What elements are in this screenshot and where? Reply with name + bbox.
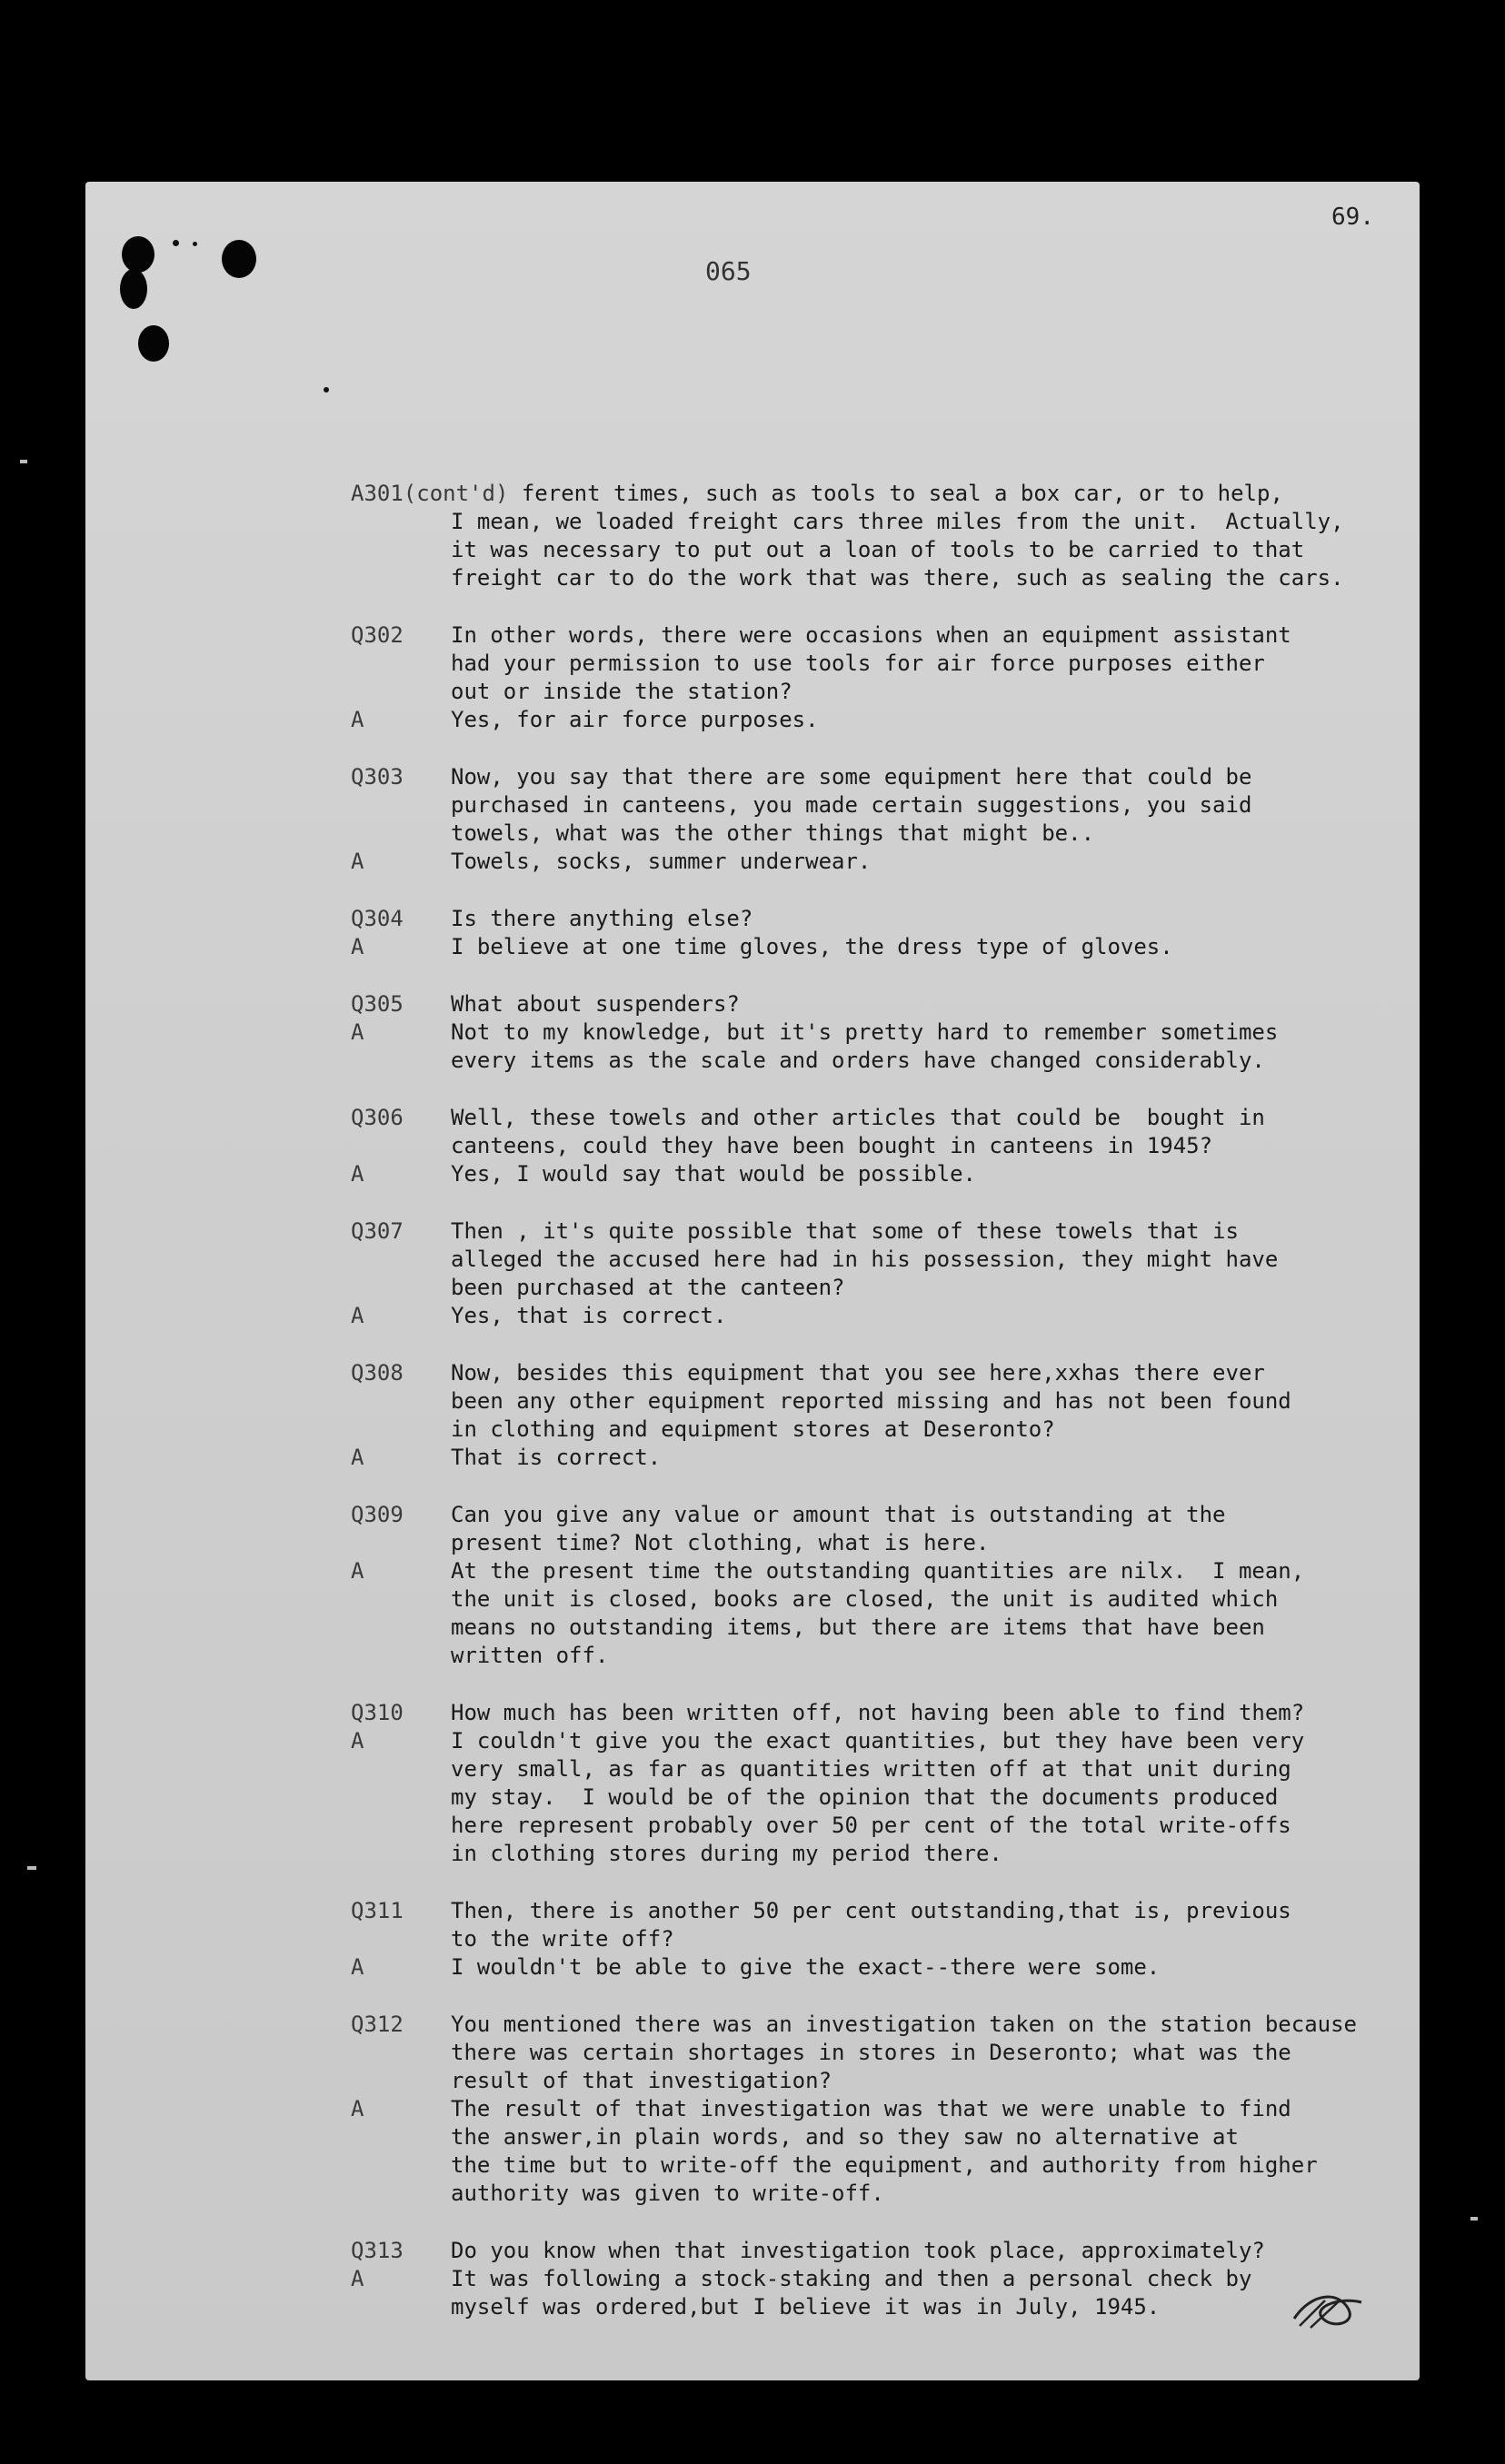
question-text: Is there anything else? [451,906,753,931]
answer-text: Not to my knowledge, but it's pretty hard to remember sometimes every items as the scale and orders have changed considerably. [451,1019,1279,1073]
qa-entry [351,763,1405,876]
answer-label: A [351,1954,364,1980]
edge-mark [20,460,27,463]
answer-text: Yes, I would say that would be possible. [451,1161,976,1187]
question-label: Q302 [351,622,404,648]
ink-blot-icon [122,236,154,273]
qa-entry [351,621,1405,734]
answer-label: A [351,1728,364,1754]
page-number: 69. [1331,204,1374,231]
qa-entry [351,1359,1405,1472]
answer-text: The result of that investigation was that we were unable to find the answer,in plain words, and so they saw no alternative at the time but to write-off the equipment, and authority from higher authority was given to write-off. [451,2096,1318,2206]
edge-mark [1470,2217,1478,2221]
ink-blot-icon [222,240,256,278]
question-label: Q311 [351,1898,404,1923]
question-text: How much has been written off, not having been able to find them? [451,1700,1305,1725]
qa-entry [351,2011,1405,2208]
qa-entry [351,1699,1405,1868]
qa-entry [351,1104,1405,1188]
answer-label: A [351,2266,364,2291]
question-text: Now, besides this equipment that you see here,xxhas there ever been any other equipment reported missing and has not been found in clothing and equipment stores at Deseronto? [451,1360,1291,1442]
question-label: Q310 [351,1700,404,1725]
answer-label: A [351,1558,364,1584]
punch-dot-icon [173,240,179,246]
answer-text: I mean, we loaded freight cars three miles from the unit. Actually, it was necessary to put out a loan of tools to be carried to that freight car to do the work that was there, such as sealing the cars. [451,509,1344,591]
question-label: Q305 [351,991,404,1017]
edge-mark [27,1866,36,1870]
question-text: What about suspenders? [451,991,740,1017]
qa-entry [351,1897,1405,1982]
question-label: Q313 [351,2238,404,2263]
qa-entry [351,990,1405,1075]
answer-text: At the present time the outstanding quantities are nilx. I mean, the unit is closed, books are closed, the unit is audited which means no outstanding items, but there are items that have been written off. [451,1558,1305,1668]
question-text: In other words, there were occasions when an equipment assistant had your permission to use tools for air force purposes either out or inside the station? [451,622,1291,704]
answer-text: I couldn't give you the exact quantities, but they have been very very small, as far as quantities written off at that unit during my stay. I would be of the opinion that the documents produced here represent probably over 50 per cent of the total write-offs in clothing stores during my period there. [451,1728,1305,1866]
answer-label: A [351,934,364,959]
question-label: Q303 [351,764,404,790]
document-code: 065 [705,256,752,286]
question-text: You mentioned there was an investigation taken on the station because there was certain shortages in stores in Deseronto; what was the result of that investigation? [451,2012,1357,2093]
question-label: Q312 [351,2012,404,2037]
answer-label: A [351,1019,364,1045]
answer-text: It was following a stock-staking and then a personal check by myself was ordered,but I believe it was in July, 1945. [451,2266,1252,2320]
question-text: Well, these towels and other articles that could be bought in canteens, could they have been bought in canteens in 1945? [451,1105,1265,1158]
question-text: Do you know when that investigation took place, approximately? [451,2238,1265,2263]
answer-text: Yes, for air force purposes. [451,707,819,732]
signature-icon [1285,2282,1367,2337]
document-page [85,182,1420,2380]
answer-label: A [351,707,364,732]
punch-dot-icon [193,242,197,246]
ink-blot-icon [120,269,147,309]
punch-dot-icon [324,387,329,392]
answer-text: Towels, socks, summer underwear. [451,849,872,874]
answer-label: A [351,1445,364,1470]
answer-first-line: ferent times, such as tools to seal a box car, or to help, [508,481,1283,506]
answer-label: A [351,1303,364,1328]
answer-text: Yes, that is correct. [451,1303,727,1328]
answer-text: I believe at one time gloves, the dress type of gloves. [451,934,1173,959]
qa-entry [351,1217,1405,1330]
question-label: Q304 [351,906,404,931]
answer-text: That is correct. [451,1445,662,1470]
answer-label: A [351,849,364,874]
answer-text: I wouldn't be able to give the exact--there were some. [451,1954,1161,1980]
question-text: Then , it's quite possible that some of these towels that is alleged the accused here had in his possession, they might have been purchased at the canteen? [451,1218,1279,1300]
question-text: Then, there is another 50 per cent outstanding,that is, previous to the write off? [451,1898,1291,1952]
answer-label: A301(cont'd) [351,481,509,506]
transcript-body [351,480,1405,2350]
qa-entry [351,905,1405,961]
question-label: Q309 [351,1502,404,1527]
question-label: Q307 [351,1218,404,1244]
question-text: Can you give any value or amount that is outstanding at the present time? Not clothing, what is here. [451,1502,1226,1555]
question-label: Q306 [351,1105,404,1130]
continued-answer [351,480,1405,592]
question-text: Now, you say that there are some equipment here that could be purchased in canteens, you made certain suggestions, you said towels, what was the other things that might be.. [451,764,1252,846]
question-label: Q308 [351,1360,404,1386]
answer-label: A [351,1161,364,1187]
answer-label: A [351,2096,364,2121]
ink-blot-icon [138,325,169,362]
qa-entry [351,2237,1405,2321]
qa-entry [351,1501,1405,1670]
